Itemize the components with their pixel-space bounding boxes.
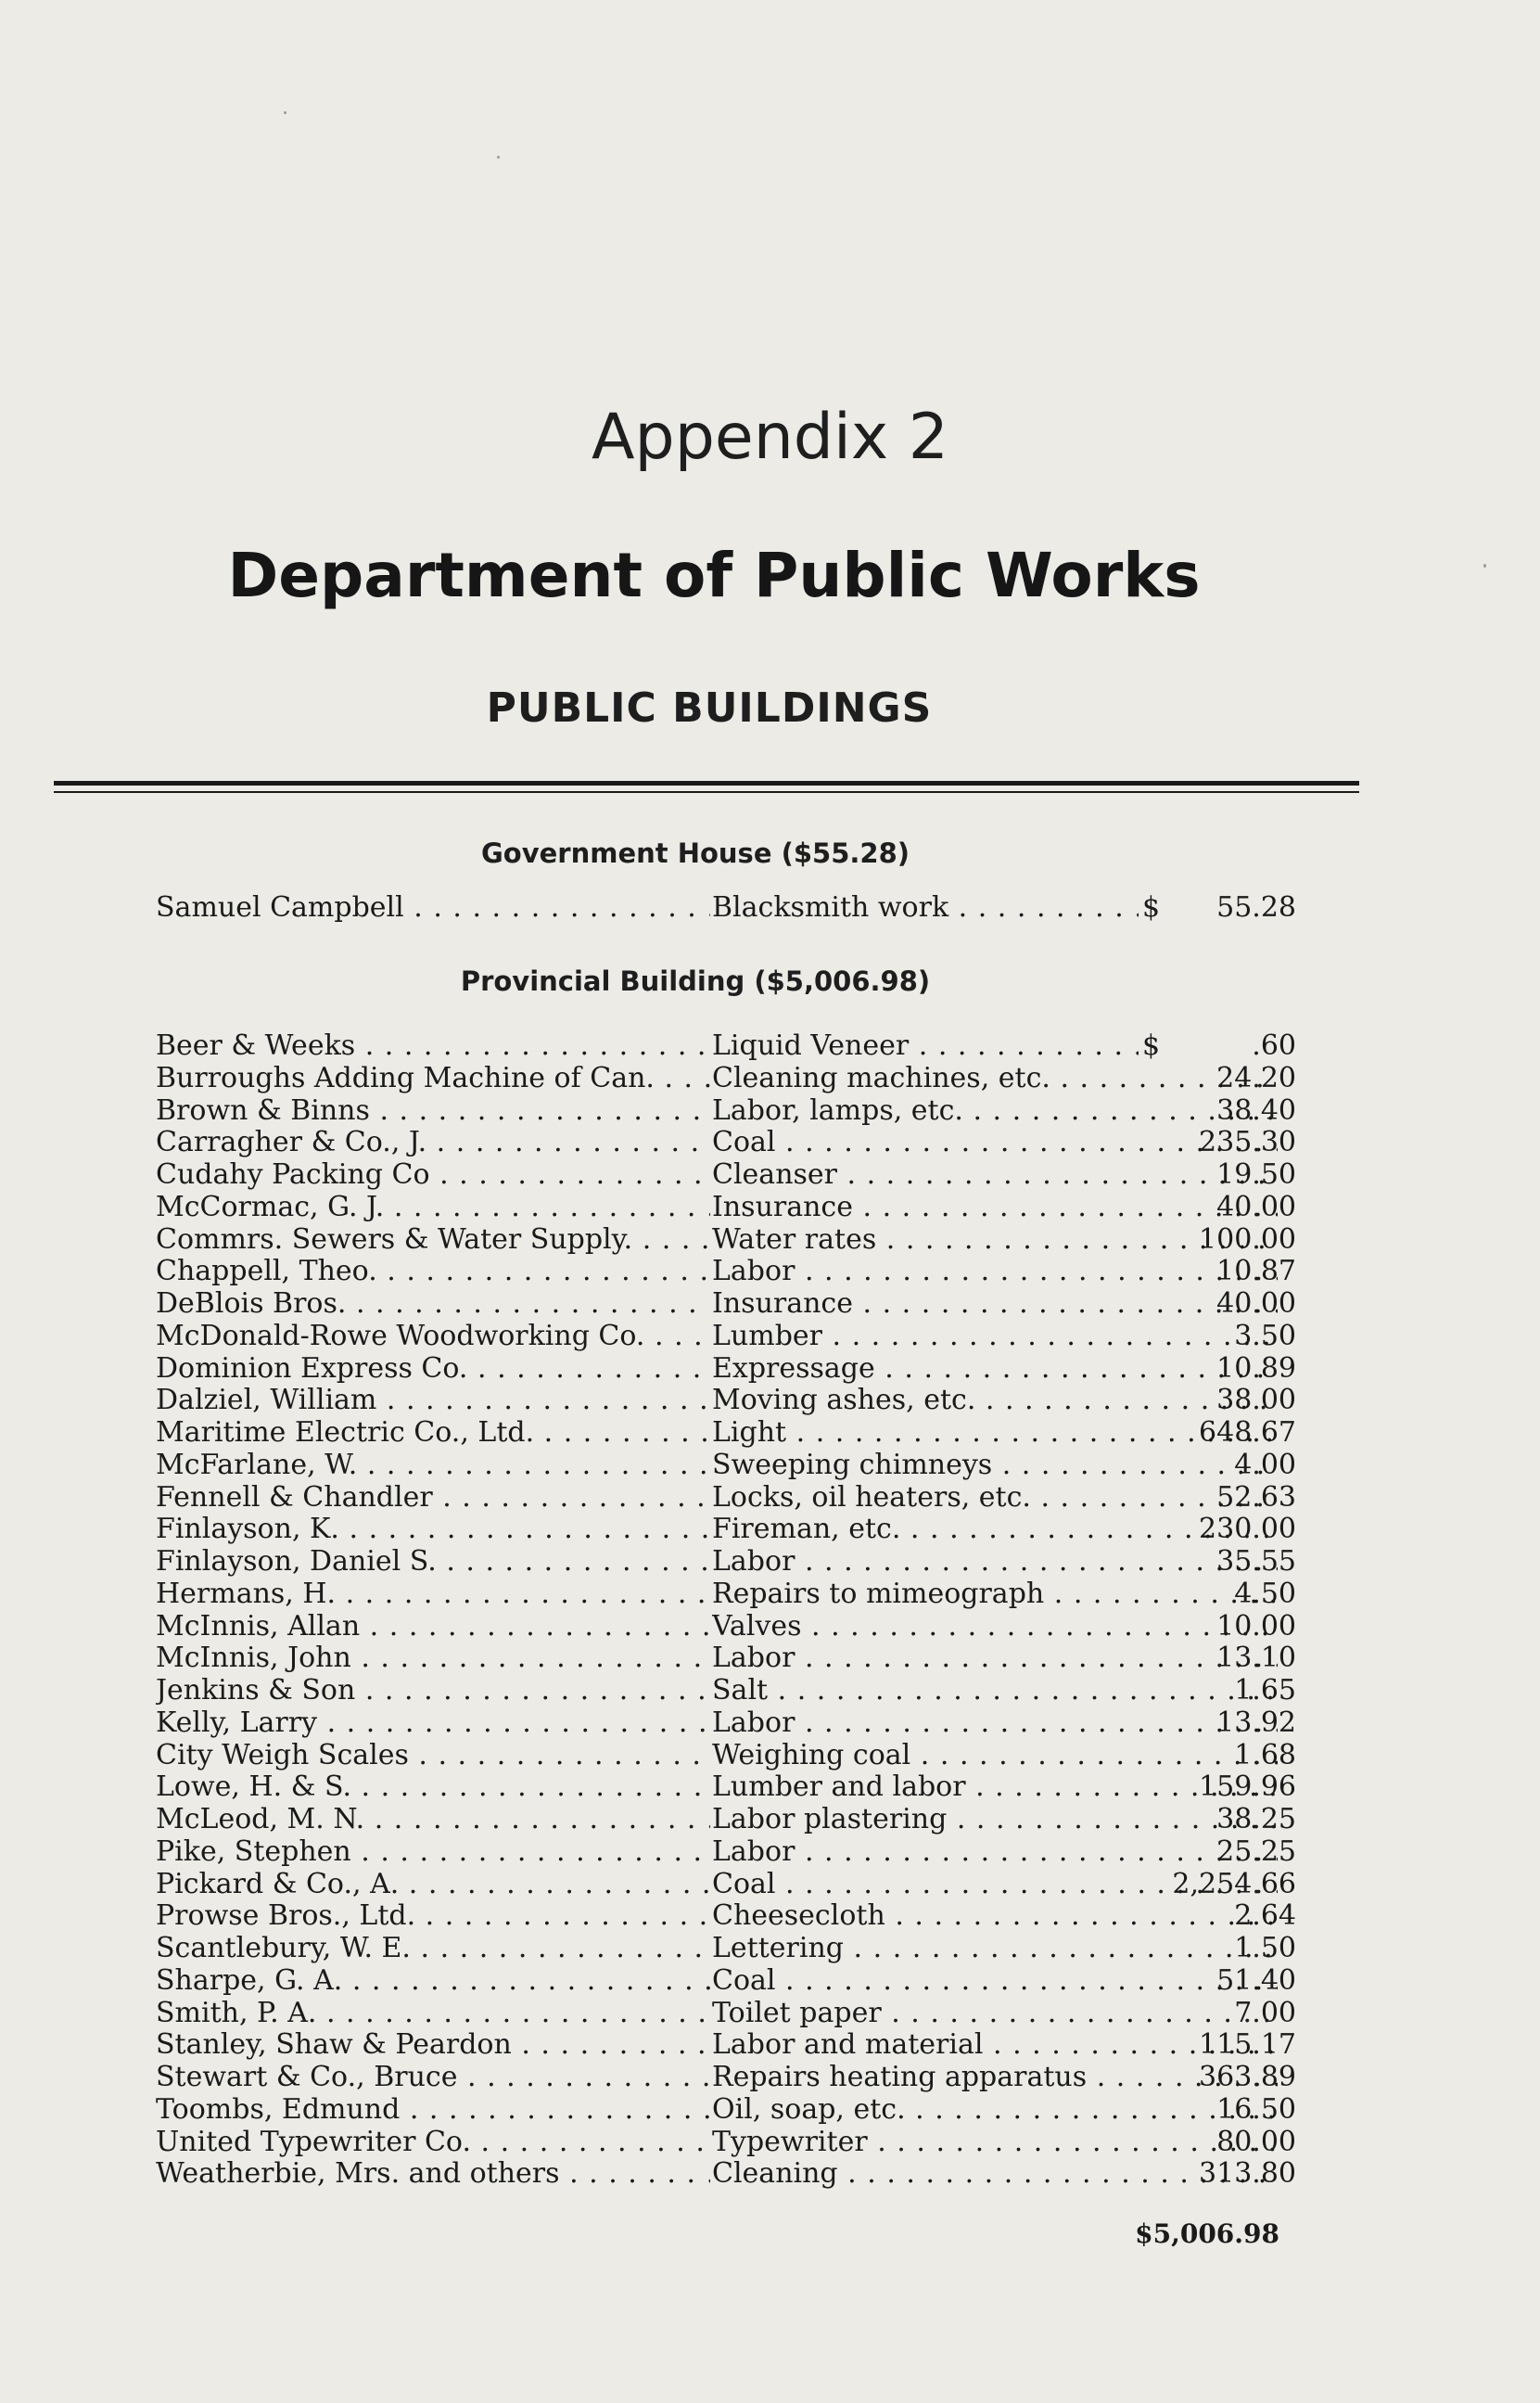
- payee-name: McInnis, Allan . . .: [156, 1611, 710, 1643]
- payee-name: Samuel Campbell . . .: [156, 892, 710, 925]
- payee-name: Finlayson, Daniel S. . . .: [156, 1546, 710, 1579]
- ledger-row: [156, 1353, 1296, 1386]
- expense-amount: 19.50: [1216, 1158, 1296, 1191]
- double-rule-top: [54, 781, 1359, 786]
- payee-name: Dalziel, William . . .: [156, 1385, 710, 1417]
- payee-name: Smith, P. A. . . .: [156, 1998, 710, 2030]
- payee-name: Chappell, Theo. . . .: [156, 1256, 710, 1288]
- expense-purpose: Insurance . . .: [712, 1288, 1278, 1321]
- expense-purpose: Salt . . .: [712, 1675, 1278, 1707]
- payee-name: United Typewriter Co. . . .: [156, 2127, 710, 2159]
- ledger-row: [156, 892, 1296, 925]
- payee-name: Kelly, Larry . . .: [156, 1707, 710, 1740]
- expense-amount: 1.65: [1234, 1674, 1296, 1706]
- expense-purpose: Labor . . .: [712, 1642, 1278, 1675]
- paper-speck: [497, 156, 500, 159]
- payee-name: Pickard & Co., A. . . .: [156, 1869, 710, 1901]
- expense-amount: 3.50: [1234, 1319, 1296, 1352]
- expense-purpose: Fireman, etc. . . .: [712, 1514, 1278, 1546]
- ledger-row: [156, 1836, 1296, 1869]
- ledger-row: [156, 2158, 1296, 2191]
- payee-name: Prowse Bros., Ltd. . . .: [156, 1900, 710, 1933]
- expense-amount: .60: [1252, 1029, 1296, 1062]
- expense-amount: 38.40: [1216, 1093, 1296, 1127]
- ledger-row: [156, 1385, 1296, 1417]
- expense-purpose: Moving ashes, etc. . . .: [712, 1385, 1278, 1417]
- ledger-row: [156, 1159, 1296, 1192]
- expense-amount: 230.00: [1199, 1513, 1296, 1546]
- ledger-row: [156, 1095, 1296, 1128]
- ledger-row: [156, 1546, 1296, 1579]
- ledger-row: [156, 1869, 1296, 1901]
- expense-amount: 1.50: [1234, 1932, 1296, 1964]
- ledger-row: [156, 1321, 1296, 1353]
- ledger-row: [156, 1514, 1296, 1546]
- expense-amount: 10.00: [1216, 1609, 1296, 1642]
- ledger-row: [156, 1740, 1296, 1772]
- expense-amount: 10.89: [1216, 1351, 1296, 1385]
- expense-purpose: Labor . . .: [712, 1256, 1278, 1288]
- department-title: Department of Public Works: [227, 540, 1201, 611]
- ledger-row: [156, 1900, 1296, 1933]
- payee-name: Maritime Electric Co., Ltd. . . .: [156, 1417, 710, 1450]
- ledger-row: [156, 1030, 1296, 1063]
- ledger-row: [156, 1771, 1296, 1804]
- payee-name: Finlayson, K. . . .: [156, 1514, 710, 1546]
- ledger-row: [156, 1482, 1296, 1515]
- expense-purpose: Labor, lamps, etc. . . .: [712, 1095, 1278, 1128]
- expense-amount: 40.00: [1216, 1287, 1296, 1320]
- expense-purpose: Liquid Veneer . . .: [712, 1030, 1139, 1063]
- paper-speck: [284, 111, 286, 114]
- dollar-sign: $: [1142, 891, 1161, 924]
- payee-name: McLeod, M. N. . . .: [156, 1804, 710, 1836]
- expense-amount: 100.00: [1199, 1222, 1296, 1256]
- ledger-row: [156, 1450, 1296, 1482]
- ledger-row: [156, 2029, 1296, 2062]
- payee-name: Burroughs Adding Machine of Can. . . .: [156, 1063, 710, 1095]
- expense-purpose: Typewriter . . .: [712, 2127, 1278, 2159]
- payee-name: McFarlane, W. . . .: [156, 1450, 710, 1482]
- expense-purpose: Repairs to mimeograph . . .: [712, 1579, 1278, 1611]
- ledger-row: [156, 1965, 1296, 1998]
- payee-name: Pike, Stephen . . .: [156, 1836, 710, 1869]
- payee-name: Stewart & Co., Bruce . . .: [156, 2062, 710, 2094]
- expense-purpose: Labor plastering . . .: [712, 1804, 1278, 1836]
- double-rule-bottom: [54, 791, 1359, 793]
- payee-name: Beer & Weeks . . .: [156, 1030, 710, 1063]
- expense-amount: 4.00: [1234, 1448, 1296, 1481]
- payee-name: Brown & Binns . . .: [156, 1095, 710, 1128]
- expense-amount: 4.50: [1234, 1577, 1296, 1610]
- expense-purpose: Labor and material . . .: [712, 2029, 1278, 2062]
- expense-purpose: Insurance . . .: [712, 1192, 1278, 1224]
- provincial-building-ledger: [156, 1030, 1296, 2191]
- provincial-building-heading: Provincial Building ($5,006.98): [460, 965, 931, 997]
- expense-amount: 1.68: [1234, 1738, 1296, 1771]
- expense-purpose: Cleanser . . .: [712, 1159, 1278, 1192]
- expense-amount: 648.67: [1199, 1416, 1296, 1449]
- payee-name: Fennell & Chandler . . .: [156, 1482, 710, 1515]
- expense-amount: 38.00: [1216, 1384, 1296, 1417]
- payee-name: Dominion Express Co. . . .: [156, 1353, 710, 1386]
- expense-amount: 313.80: [1199, 2157, 1296, 2191]
- payee-name: McInnis, John . . .: [156, 1642, 710, 1675]
- expense-amount: 115.17: [1199, 2028, 1296, 2062]
- expense-amount: 13.10: [1216, 1642, 1296, 1675]
- payee-name: Cudahy Packing Co . . .: [156, 1159, 710, 1192]
- payee-name: McDonald-Rowe Woodworking Co. . . .: [156, 1321, 710, 1353]
- expense-amount: 35.55: [1216, 1545, 1296, 1578]
- expense-purpose: Cleaning machines, etc. . . .: [712, 1063, 1278, 1095]
- expense-amount: 16.50: [1216, 2092, 1296, 2126]
- payee-name: Weatherbie, Mrs. and others . . .: [156, 2158, 710, 2191]
- ledger-row: [156, 2062, 1296, 2094]
- government-house-heading: Government House ($55.28): [480, 837, 910, 869]
- dollar-sign: $: [1142, 1029, 1161, 1062]
- expense-amount: 51.40: [1216, 1963, 1296, 1997]
- payee-name: McCormac, G. J. . . .: [156, 1192, 710, 1224]
- expense-purpose: Weighing coal . . .: [712, 1740, 1278, 1772]
- ledger-row: [156, 2127, 1296, 2159]
- expense-amount: 25.25: [1216, 1834, 1296, 1868]
- expense-amount: 10.87: [1216, 1255, 1296, 1288]
- payee-name: Toombs, Edmund . . .: [156, 2094, 710, 2127]
- ledger-row: [156, 1642, 1296, 1675]
- ledger-row: [156, 1675, 1296, 1707]
- ledger-row: [156, 1707, 1296, 1740]
- expense-amount: 7.00: [1234, 1996, 1296, 2029]
- expense-amount: 2,254.66: [1172, 1867, 1296, 1900]
- expense-purpose: Labor . . .: [712, 1546, 1278, 1579]
- ledger-row: [156, 1224, 1296, 1257]
- government-house-ledger: [156, 892, 1296, 925]
- paper-speck: [1483, 564, 1486, 568]
- payee-name: Hermans, H. . . .: [156, 1579, 710, 1611]
- expense-purpose: Water rates . . .: [712, 1224, 1278, 1257]
- expense-amount: 2.64: [1234, 1899, 1296, 1933]
- expense-purpose: Lumber . . .: [712, 1321, 1278, 1353]
- expense-amount: 24.20: [1216, 1061, 1296, 1094]
- ledger-row: [156, 1063, 1296, 1095]
- expense-purpose: Sweeping chimneys . . .: [712, 1450, 1278, 1482]
- expense-amount: 159.96: [1199, 1770, 1296, 1804]
- section-heading: PUBLIC BUILDINGS: [486, 684, 933, 732]
- expense-amount: 40.00: [1216, 1190, 1296, 1223]
- expense-purpose: Labor . . .: [712, 1707, 1278, 1740]
- expense-purpose: Blacksmith work . . .: [712, 892, 1139, 925]
- expense-amount: 13.92: [1216, 1706, 1296, 1739]
- provincial-building-total: $5,006.98: [1135, 2218, 1279, 2249]
- payee-name: Stanley, Shaw & Peardon . . .: [156, 2029, 710, 2062]
- expense-amount: 235.30: [1199, 1126, 1296, 1159]
- expense-purpose: Valves . . .: [712, 1611, 1278, 1643]
- ledger-row: [156, 1127, 1296, 1159]
- expense-purpose: Repairs heating apparatus . . .: [712, 2062, 1278, 2094]
- expense-purpose: Cheesecloth . . .: [712, 1900, 1278, 1933]
- ledger-row: [156, 1417, 1296, 1450]
- expense-purpose: Cleaning . . .: [712, 2158, 1278, 2191]
- ledger-row: [156, 1192, 1296, 1224]
- ledger-row: [156, 1933, 1296, 1965]
- payee-name: Carragher & Co., J. . . .: [156, 1127, 710, 1159]
- expense-purpose: Toilet paper . . .: [712, 1998, 1278, 2030]
- ledger-row: [156, 1611, 1296, 1643]
- ledger-row: [156, 2094, 1296, 2127]
- expense-purpose: Coal . . .: [712, 1869, 1278, 1901]
- expense-purpose: Oil, soap, etc. . . .: [712, 2094, 1278, 2127]
- ledger-row: [156, 1288, 1296, 1321]
- payee-name: Jenkins & Son . . .: [156, 1675, 710, 1707]
- expense-amount: 55.28: [1216, 891, 1296, 924]
- expense-amount: 38.25: [1216, 1803, 1296, 1835]
- payee-name: DeBlois Bros. . . .: [156, 1288, 710, 1321]
- expense-purpose: Labor . . .: [712, 1836, 1278, 1869]
- expense-amount: 80.00: [1216, 2125, 1296, 2158]
- expense-amount: 52.63: [1216, 1480, 1296, 1514]
- payee-name: Scantlebury, W. E. . . .: [156, 1933, 710, 1965]
- ledger-row: [156, 1256, 1296, 1288]
- ledger-row: [156, 1579, 1296, 1611]
- payee-name: City Weigh Scales . . .: [156, 1740, 710, 1772]
- expense-amount: 363.89: [1199, 2061, 1296, 2093]
- payee-name: Lowe, H. & S. . . .: [156, 1771, 710, 1804]
- expense-purpose: Lettering . . .: [712, 1933, 1278, 1965]
- payee-name: Sharpe, G. A. . . .: [156, 1965, 710, 1998]
- expense-purpose: Coal . . .: [712, 1127, 1278, 1159]
- expense-purpose: Expressage . . .: [712, 1353, 1278, 1386]
- ledger-row: [156, 1804, 1296, 1836]
- expense-purpose: Lumber and labor . . .: [712, 1771, 1278, 1804]
- payee-name: Commrs. Sewers & Water Supply. . . .: [156, 1224, 710, 1257]
- appendix-title: Appendix 2: [592, 401, 948, 474]
- ledger-row: [156, 1998, 1296, 2030]
- expense-purpose: Locks, oil heaters, etc. . . .: [712, 1482, 1278, 1515]
- expense-purpose: Coal . . .: [712, 1965, 1278, 1998]
- expense-purpose: Light . . .: [712, 1417, 1278, 1450]
